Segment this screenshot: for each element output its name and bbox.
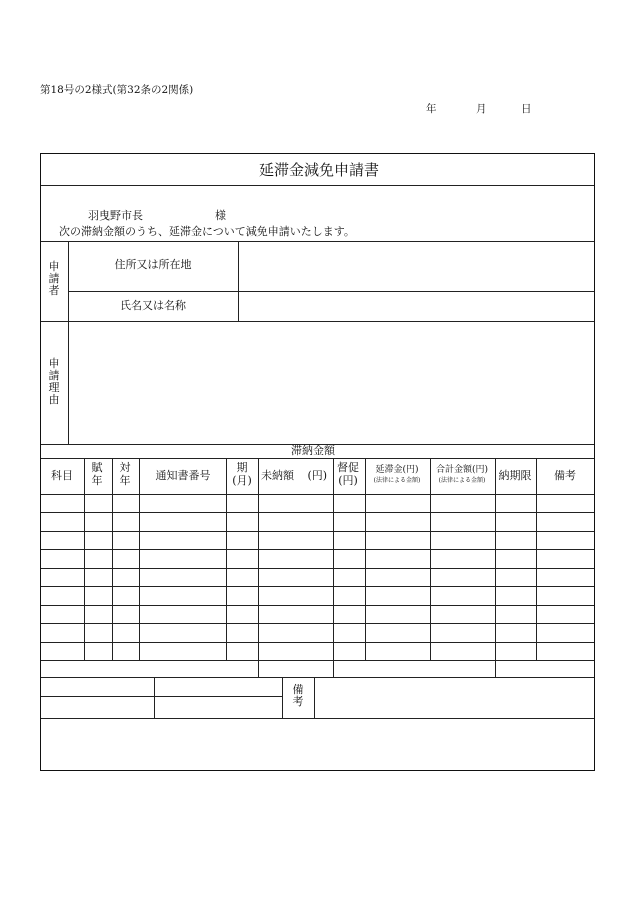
col-due-date: 納期限 [498, 469, 532, 482]
applicant-value-divider [238, 241, 239, 321]
col-late-fee-line1: 延滞金(円) [375, 465, 419, 475]
table-row-line [41, 549, 594, 550]
col-remarks: 備考 [554, 469, 576, 482]
col-unpaid [261, 470, 327, 483]
col-late-fee-line2: (法律による金額) [373, 477, 421, 485]
table-row-line [41, 512, 594, 513]
table-row-line [41, 605, 594, 606]
col-period-line1: 期 [236, 461, 248, 474]
name-label: 氏名又は名称 [120, 299, 186, 312]
col-tai [120, 462, 131, 487]
col-fu [92, 462, 103, 487]
reason-label: 申請理由 [48, 357, 60, 406]
table-column-line [84, 458, 85, 660]
label-column-line [68, 241, 69, 444]
applicant-label: 申請者 [48, 260, 60, 297]
table-column-line [430, 458, 431, 660]
col-unpaid-label: 未納額 [261, 469, 294, 482]
honorific: 様 [215, 209, 226, 222]
col-notice-number: 通知書番号 [155, 469, 211, 482]
table-row-line [41, 531, 594, 532]
col-period-line2: (月) [232, 473, 252, 487]
col-tai-line2: 年 [119, 473, 131, 487]
date-year-label: 年 [426, 103, 437, 115]
table-column-line [112, 458, 113, 660]
footer-mid-line [41, 696, 282, 697]
divider-table-bottom [41, 677, 594, 678]
col-dunning-line1: 督促 [337, 461, 359, 474]
footer-remarks-divider [314, 677, 315, 718]
table-column-line [536, 458, 537, 660]
divider-title [41, 185, 594, 186]
statement: 次の滞納金額のうち、延滞金について減免申請いたします。 [59, 225, 355, 238]
col-dunning [337, 462, 359, 487]
arrears-title: 滞納金額 [291, 444, 335, 457]
col-subject: 科目 [51, 469, 73, 482]
col-total-line2: (法律による金額) [438, 477, 486, 485]
divider-address [68, 291, 594, 292]
table-column-line [226, 458, 227, 660]
col-total [436, 465, 488, 486]
divider-arrears-title [41, 458, 594, 459]
col-unpaid-unit: (円) [307, 469, 328, 482]
footer-mid-divider [282, 677, 283, 718]
table-column-line [365, 458, 366, 660]
application-form [40, 153, 595, 771]
divider-applicant [41, 321, 594, 322]
col-late-fee [374, 465, 421, 486]
table-column-line [139, 458, 140, 660]
col-dunning-line2: (円) [338, 473, 358, 487]
address-field[interactable] [246, 259, 586, 273]
address-label: 住所又は所在地 [114, 258, 192, 271]
table-row-line [41, 586, 594, 587]
col-tai-line1: 対 [119, 461, 131, 474]
form-number: 第18号の2様式(第32条の2関係) [40, 84, 194, 96]
col-fu-line2: 年 [91, 473, 103, 487]
addressee: 羽曳野市長 [88, 209, 143, 222]
divider-statement [41, 241, 594, 242]
col-period [232, 462, 252, 487]
divider-col-header [41, 494, 594, 495]
form-title: 延滞金減免申請書 [258, 161, 380, 179]
table-row-line [41, 642, 594, 643]
footer-remarks-label: 備考 [292, 683, 304, 708]
table-row-line [41, 623, 594, 624]
col-fu-line1: 賦 [91, 461, 103, 474]
table-row-line [41, 568, 594, 569]
date-month-label: 月 [476, 103, 487, 115]
reason-field[interactable] [77, 330, 587, 430]
date-day-label: 日 [521, 103, 532, 115]
col-total-line1: 合計金額(円) [435, 465, 489, 475]
footer-left-divider [154, 677, 155, 718]
name-field[interactable] [246, 300, 586, 314]
divider-footer [41, 718, 594, 719]
table-row-line [41, 660, 594, 661]
